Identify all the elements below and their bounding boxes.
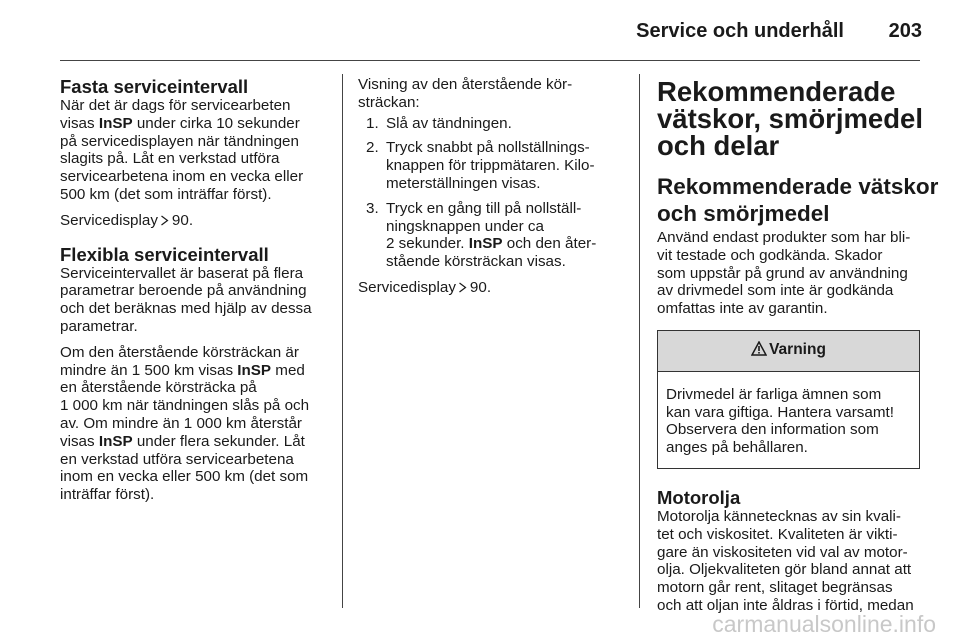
text-line <box>386 235 620 253</box>
step-number: 1. <box>366 114 379 132</box>
text-line: Slå av tändningen. <box>386 114 512 132</box>
text-line: stående körsträckan visas. <box>386 253 566 271</box>
engine-oil-paragraph <box>657 508 920 615</box>
text-line <box>60 362 326 380</box>
text-line: ningsknappen under ca <box>386 217 544 235</box>
header-title: Service och underhåll <box>636 20 844 42</box>
steps-list <box>358 115 620 271</box>
text-line <box>60 115 326 133</box>
subsection-title <box>657 173 939 227</box>
ref-page: 90. <box>171 211 194 229</box>
ref-text: Servicedisplay <box>60 211 158 229</box>
text-line: knappen för trippmätaren. Kilo- <box>386 157 595 175</box>
insp-label: InSP <box>237 361 272 379</box>
text-line: inom en vecka eller 500 km (det som <box>60 468 309 486</box>
text-line: och att oljan inte åldras i förtid, medan <box>657 596 914 614</box>
title-line: Rekommenderade vätskor <box>657 174 939 199</box>
list-item <box>358 200 620 271</box>
insp-label: InSP <box>468 235 503 253</box>
list-item <box>358 115 620 133</box>
watermark: carmanualsonline.info <box>712 611 936 637</box>
fixed-intervals-paragraph <box>60 97 326 204</box>
insp-label: InSP <box>98 432 133 450</box>
heading-fixed-intervals: Fasta serviceintervall <box>60 76 249 97</box>
heading-engine-oil: Motorolja <box>657 486 741 508</box>
text-line: gare än viskositeten vid val av motor- <box>657 543 908 561</box>
column-2 <box>358 76 620 305</box>
step-number: 3. <box>366 199 379 217</box>
text-line: 1 000 km när tändningen slås på och <box>60 397 310 415</box>
section-title <box>657 76 923 161</box>
text-segment: visas <box>60 432 95 450</box>
text-line: motorn går rent, slitaget begränsas <box>657 579 893 597</box>
text-line: inträffar först). <box>60 486 155 504</box>
ref-text: Servicedisplay <box>358 278 456 296</box>
column-divider-1 <box>342 74 343 608</box>
text-line: När det är dags för servicearbeten <box>60 97 291 114</box>
title-line: och delar <box>657 130 780 161</box>
text-line: olja. Oljekvaliteten gör bland annat att <box>657 561 912 579</box>
text-segment: mindre än 1 500 km visas <box>60 361 234 379</box>
text-segment: 2 sekunder. <box>386 235 465 253</box>
column-divider-2 <box>639 74 640 608</box>
warning-body <box>658 372 919 468</box>
text-line <box>60 433 326 451</box>
text-line: Motorolja kännetecknas av sin kvali- <box>657 507 901 525</box>
text-line: som uppstår på grund av användning <box>657 264 908 282</box>
text-line: omfattas inte av garantin. <box>657 300 828 318</box>
text-segment: under flera sekunder. Låt <box>136 432 305 450</box>
text-line: vit testade och godkända. Skador <box>657 246 883 264</box>
text-segment: med <box>275 361 305 379</box>
text-line: Visning av den återstående kör- <box>358 76 573 93</box>
heading-flexible-intervals: Flexibla serviceintervall <box>60 243 269 265</box>
text-line: Använd endast produkter som har bli- <box>657 229 911 246</box>
text-line: av drivmedel som inte är godkända <box>657 282 894 300</box>
text-line: en återstående körsträcka på <box>60 379 257 397</box>
text-segment: visas <box>60 114 95 132</box>
insp-label: InSP <box>98 114 133 132</box>
text-line: slagits på. Låt en verkstad utföra <box>60 150 280 168</box>
text-line: och det beräknas med hjälp av dessa <box>60 300 312 318</box>
warning-box <box>657 330 920 469</box>
text-line: Tryck en gång till på nollställ- <box>386 199 582 217</box>
page-reference-icon <box>458 282 467 293</box>
reset-intro <box>358 76 620 112</box>
text-line: Serviceintervallet är baserat på flera <box>60 264 304 282</box>
text-line: Observera den information som <box>666 421 879 439</box>
text-line: en verkstad utföra servicearbetena <box>60 450 294 468</box>
warning-header <box>658 331 919 372</box>
page-number: 203 <box>888 20 922 42</box>
cross-reference[interactable] <box>358 279 620 297</box>
text-line: meterställningen visas. <box>386 174 541 192</box>
column-1 <box>60 76 326 512</box>
title-line: och smörjmedel <box>657 201 830 226</box>
text-line: 500 km (det som inträffar först). <box>60 185 272 203</box>
text-segment: och den åter- <box>506 235 597 253</box>
warning-title: Varning <box>769 340 826 358</box>
text-line: Drivmedel är farliga ämnen som <box>666 385 882 403</box>
text-line: av. Om mindre än 1 000 km återstår <box>60 414 302 432</box>
products-paragraph <box>657 229 920 318</box>
text-line: Tryck snabbt på nollställnings- <box>386 139 590 157</box>
cross-reference[interactable] <box>60 212 326 230</box>
text-line: kan vara giftiga. Hantera varsamt! <box>666 403 894 421</box>
text-segment: under cirka 10 sekunder <box>136 114 300 132</box>
step-number: 2. <box>366 139 379 157</box>
text-line: Om den återstående körsträckan är <box>60 343 299 361</box>
page-reference-icon <box>160 215 169 226</box>
warning-triangle-icon <box>751 341 767 356</box>
text-line: parametrar beroende på användning <box>60 282 307 300</box>
text-line: tet och viskositet. Kvaliteten är vikti- <box>657 525 898 543</box>
column-3 <box>657 76 939 623</box>
remaining-distance-paragraph <box>60 344 326 504</box>
title-line: Rekommenderade <box>657 76 896 107</box>
text-line: parametrar. <box>60 317 138 335</box>
title-line: vätskor, smörjmedel <box>657 103 923 134</box>
list-item <box>358 139 620 192</box>
header-rule <box>60 60 920 61</box>
text-line: på servicedisplayen när tändningen <box>60 132 299 150</box>
text-line: servicearbetena inom en vecka eller <box>60 168 304 186</box>
text-line: anges på behållaren. <box>666 439 808 457</box>
text-line: sträckan: <box>358 93 420 111</box>
ref-page: 90. <box>469 278 492 296</box>
flexible-intervals-paragraph <box>60 265 326 336</box>
